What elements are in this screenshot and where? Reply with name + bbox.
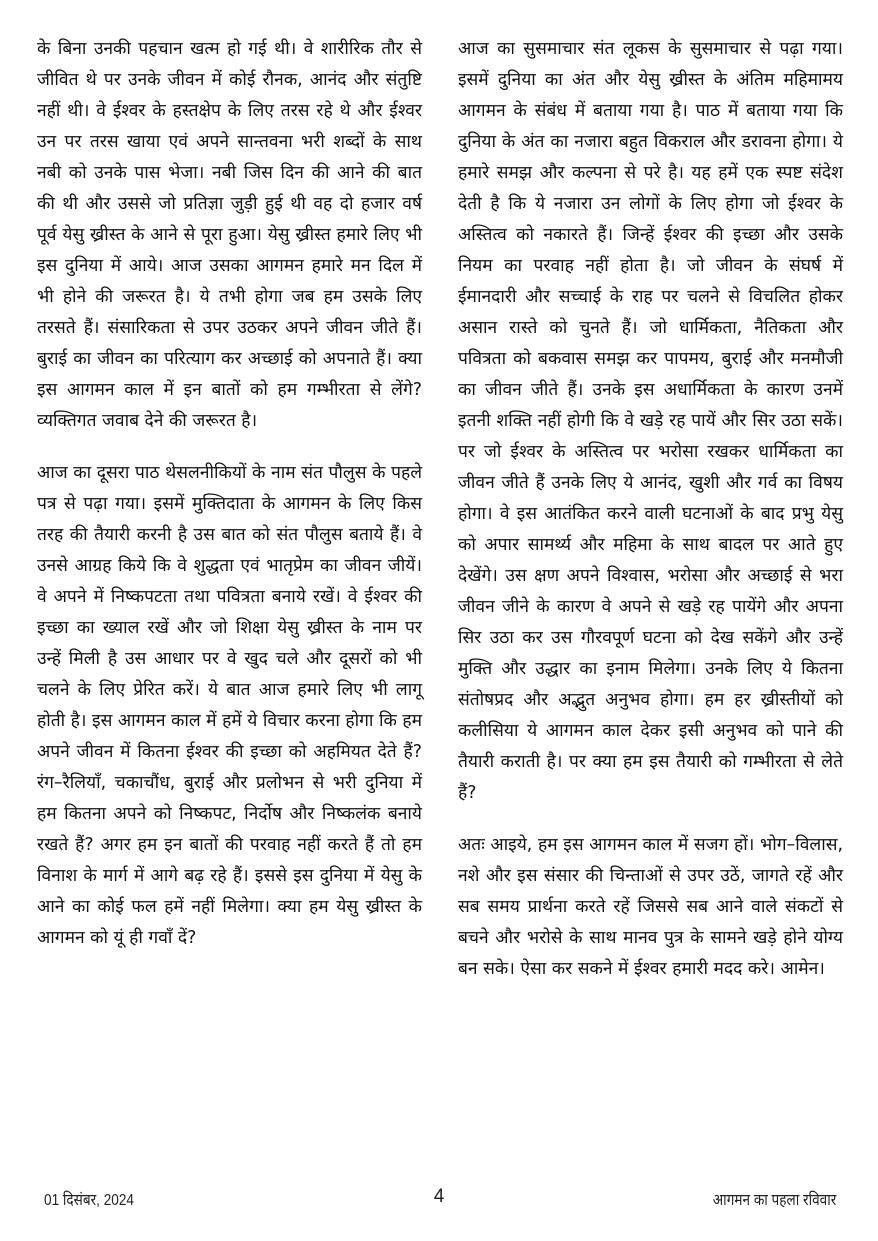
- page-footer: [0, 1188, 878, 1214]
- paragraph-right-2: अतः आइये, हम इस आगमन काल में सजग हों। भोग–विलास, नशे और इस संसार की चिन्ताओं से उपर उठें, जागते रहें और सब समय प्रार्थना करते रहें जिससे सब आने वाले संकटों से बचने और भरोसे के साथ मानव पुत्र के सामने खड़े होने योग्य बन सके। ऐसा कर सकने में ईश्वर हमारी मदद करे। आमेन।: [458, 835, 843, 979]
- paragraph-left-2: आज का दूसरा पाठ थेसलनीकियों के नाम संत पौलुस के पहले पत्र से पढ़ा गया। इसमें मुक्तिदाता के आगमन के लिए किस तरह की तैयारी करनी है उस बात को संत पौलुस बताये हैं। वे उनसे आग्रह किये कि वे शुद्धता एवं भातृप्रेम का जीवन जीयें। वे अपने में निष्कपटता तथा पवित्रता बनाये रखें। वे ईश्वर की इच्छा का ख्याल रखें और जो शिक्षा येसु ख्रीस्त के नाम पर उन्हें मिली है उस आधार पर वे खुद चले और दूसरों को भी चलने के लिए प्रेरित करें। ये बात आज हमारे लिए भी लागू होती है। इस आगमन काल में हमें ये विचार करना होगा कि हम अपने जीवन में कितना ईश्वर की इच्छा को अहमियत देते हैं? रंग–रैलियाँ, चकाचौंध, बुराई और प्रलोभन से भरी दुनिया में हम कितना अपने को निष्कपट, निर्दोष और निष्कलंक बनाये रखते हैं? अगर हम इन बातों की परवाह नहीं करते हैं तो हम विनाश के मार्ग में आगे बढ़ रहे हैं। इससे इस दुनिया में येसु के आने का कोई फल हमें नहीं मिलेगा। क्या हम येसु ख्रीस्त के आगमन को यूं ही गवाँ दें?: [37, 463, 422, 948]
- footer-title: आगमन का पहला रविवार: [712, 1192, 836, 1209]
- footer-date: 01 दिसंबर, 2024: [44, 1192, 134, 1209]
- paragraph-left-1: के बिना उनकी पहचान खत्म हो गई थी। वे शारीरिक तौर से जीवित थे पर उनके जीवन में कोई रौनक, आनंद और संतुष्टि नहीं थी। वे ईश्वर के हस्तक्षेप के लिए तरस रहे थे और ईश्वर उन पर तरस खाया एवं अपने सान्तवना भरी शब्दों के साथ नबी को उनके पास भेजा। नबी जिस दिन की आने की बात की थी और उससे जो प्रतिज्ञा जुड़ी हुई थी वह दो हजार वर्ष पूर्व येसु ख्रीस्त के आने से पूरा हुआ। येसु ख्रीस्त हमारे लिए भी इस दुनिया में आये। आज उसका आगमन हमारे मन दिल में भी होने की जरूरत है। ये तभी होगा जब हम उसके लिए तरसते हैं। संसारिकता से उपर उठकर अपने जीवन जीते हैं। बुराई का जीवन का परित्याग कर अच्छाई को अपनाते हैं। क्या इस आगमन काल में इन बातों को हम गम्भीरता से लेंगे? व्यक्तिगत जवाब देने की जरूरत है।: [37, 39, 422, 431]
- page-number: 4: [433, 1186, 445, 1207]
- right-column: [458, 34, 843, 1006]
- left-column: [37, 34, 422, 975]
- paragraph-right-1: आज का सुसमाचार संत लूकस के सुसमाचार से पढ़ा गया। इसमें दुनिया का अंत और येसु ख्रीस्त के अंतिम महिमामय आगमन के संबंध में बताया गया है। पाठ में बताया गया कि दुनिया के अंत का नजारा बहुत विकराल और डरावना होगा। ये हमारे समझ और कल्पना से परे है। यह हमें एक स्पष्ट संदेश देती है कि ये नजारा उन लोगों के लिए होगा जो ईश्वर के अस्तित्व को नकारते हैं। जिन्हें ईश्वर की इच्छा और उसके नियम का परवाह नहीं होता है। जो जीवन के संघर्ष में ईमानदारी और सच्चाई के राह पर चलने से विचलित होकर असान रास्ते को चुनते हैं। जो धार्मिकता, नैतिकता और पवित्रता को बकवास समझ कर पापमय, बुराई और मनमौजी का जीवन जीते हैं। उनके इस अधार्मिकता के कारण उनमें इतनी शक्ति नहीं होगी कि वे खड़े रह पायें और सिर उठा सकें। पर जो ईश्वर के अस्तित्व पर भरोसा रखकर धार्मिकता का जीवन जीते हैं उनके लिए ये आनंद, खुशी और गर्व का विषय होगा। वे इस आतंकित करने वाली घटनाओं के बाद प्रभु येसु को अपार सामर्थ्य और महिमा के साथ बादल पर आते हुए देखेंगे। उस क्षण अपने विश्वास, भरोसा और अच्छाई से भरा जीवन जीने के कारण वे अपने से खड़े रह पायेंगे और अपना सिर उठा कर उस गौरवपूर्ण घटना को देख सकेंगे और उन्हें मुक्ति और उद्धार का इनाम मिलेगा। उनके लिए ये कितना संतोषप्रद और अद्भुत अनुभव होगा। हम हर ख्रीस्तीयों को कलीसिया ये आगमन काल देकर इसी अनुभव को पाने की तैयारी कराती है। पर क्या हम इस तैयारी को गम्भीरता से लेते हैं?: [458, 39, 843, 803]
